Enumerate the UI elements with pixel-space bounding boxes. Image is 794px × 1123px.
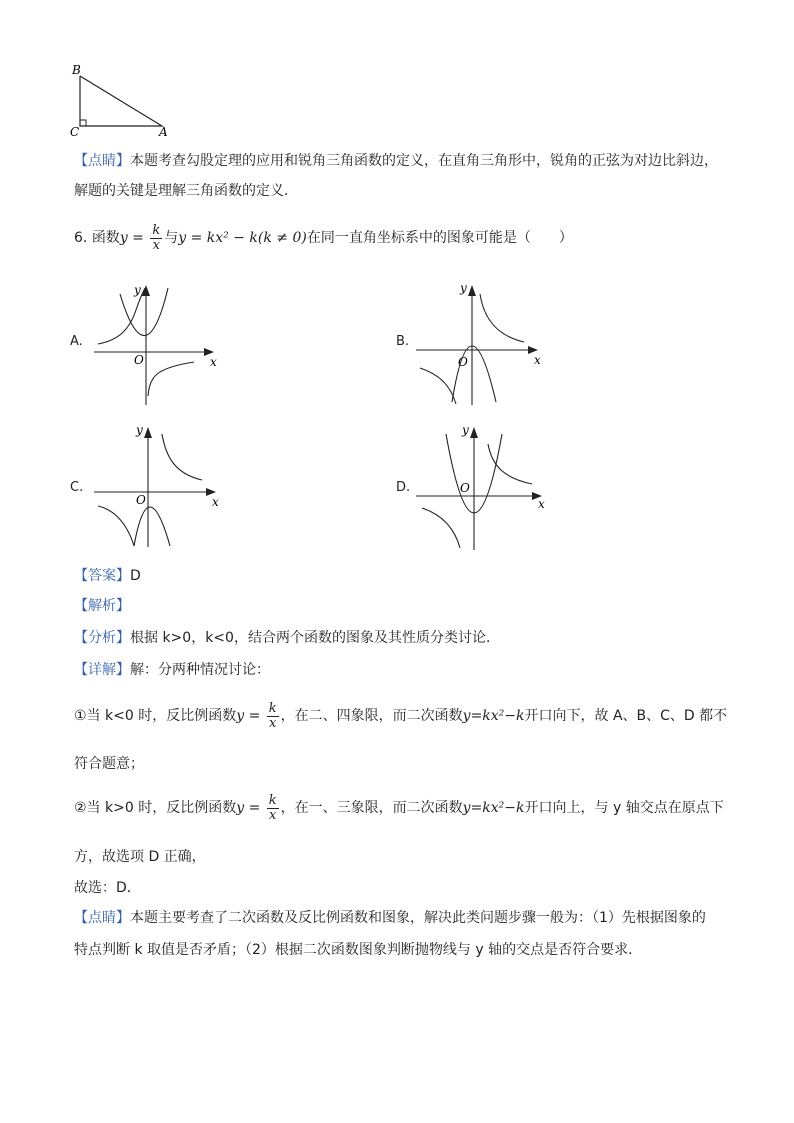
fraction-k-over-x: $\frac{k}{x}$ — [268, 792, 277, 823]
quadratic-formula: y = kx² − k(k ≠ 0) — [178, 230, 307, 246]
option-b-graph — [412, 280, 552, 410]
origin-label: O — [458, 355, 468, 369]
axis-x-label: x — [538, 497, 545, 511]
option-c-graph — [90, 422, 230, 552]
right-triangle-figure — [66, 60, 176, 140]
origin-label: O — [136, 493, 146, 507]
comment2-line2: 特点判断 k 取值是否矛盾；（2）根据二次函数图象判断抛物线与 y 轴的交点是否符合要求． — [74, 942, 643, 958]
option-d-graph — [412, 422, 552, 552]
conclusion-line: 故选：D． — [74, 880, 141, 896]
fraction-k-over-x: $\frac{k}{x}$ — [268, 700, 277, 731]
comment2-line1: 【点睛】本题主要考查了二次函数及反比例函数和图象，解决此类问题步骤一般为：（1）先根据图象的 — [74, 910, 706, 926]
axis-x-label: x — [210, 355, 217, 369]
answer-value: D — [130, 568, 141, 584]
question-number: 6. — [74, 230, 88, 246]
fenxi-line: 【分析】根据 k>0，k<0，结合两个函数的图象及其性质分类讨论． — [74, 630, 500, 646]
answer-line: 【答案】D — [74, 568, 141, 584]
axis-x-label: x — [534, 353, 541, 367]
option-b-label: B. — [396, 334, 410, 349]
option-c-label: C. — [70, 480, 84, 495]
vertex-b-label: B — [72, 63, 81, 77]
option-d-label: D. — [396, 480, 411, 495]
case2-line1: ②当 k>0 时，反比例函数y = $\frac{k}{x}$ ，在一、三象限，而二次函数y=kx²−k开口向上，与 y 轴交点在原点下 — [74, 792, 724, 823]
origin-label: O — [460, 481, 470, 495]
origin-label: O — [134, 353, 144, 367]
axis-y-label: y — [460, 281, 467, 295]
question-6: 6. 函数y = $\frac{k}{x}$ 与y = kx² − k(k ≠ 0)在同一直角坐标系中的图象可能是（ ） — [74, 222, 573, 253]
option-a-graph — [90, 280, 230, 410]
vertex-a-label: A — [159, 125, 168, 139]
xiangjie-line: 【详解】解：分两种情况讨论： — [74, 662, 270, 678]
axis-y-label: y — [136, 423, 143, 437]
case1-line1: ①当 k<0 时，反比例函数y = $\frac{k}{x}$ ，在二、四象限，而二次函数y=kx²−k开口向下，故 A、B、C、D 都不 — [74, 700, 728, 731]
option-a-label: A. — [70, 334, 83, 349]
axis-x-label: x — [212, 495, 219, 509]
axis-y-label: y — [462, 423, 469, 437]
comment1-line2: 解题的关键是理解三角函数的定义． — [74, 183, 298, 199]
comment-tag: 【点睛】 — [74, 153, 130, 169]
comment1-line1: 【点睛】本题考查勾股定理的应用和锐角三角函数的定义，在直角三角形中，锐角的正弦为对边比斜边， — [74, 153, 718, 169]
fraction-k-over-x: $\frac{k}{x}$ — [152, 222, 161, 253]
vertex-c-label: C — [70, 125, 80, 139]
axis-y-label: y — [134, 283, 141, 297]
analysis-heading: 【解析】 — [74, 598, 130, 614]
case2-line2: 方，故选项 D 正确， — [74, 849, 206, 865]
case1-line2: 符合题意； — [74, 756, 144, 772]
